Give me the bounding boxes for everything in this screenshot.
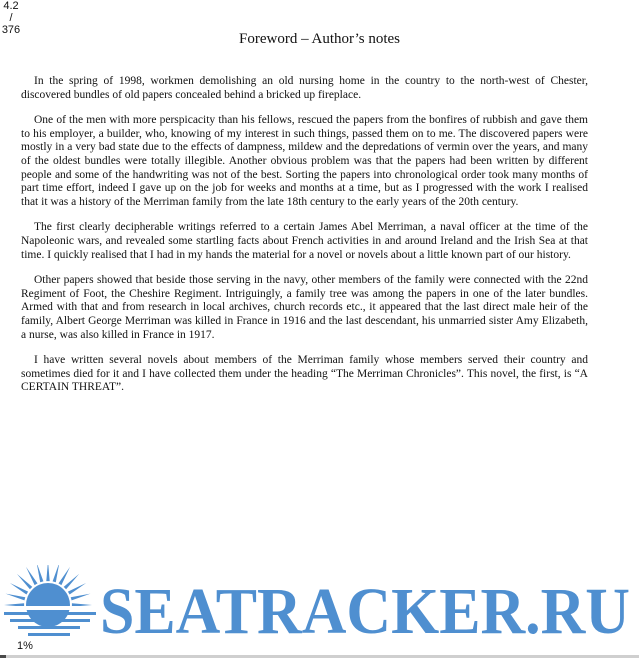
reading-progress-label: 1% [17, 640, 33, 652]
sun-ray [64, 574, 79, 589]
chapter-title: Foreword – Author’s notes [239, 31, 400, 47]
sun-icon [0, 565, 110, 645]
reading-content[interactable] [21, 75, 588, 407]
paragraph-2: One of the men with more perspicacity than his fellows, rescued the papers from the bonfires of rubbish and gave them to his employer, a builder, who, knowing of my interest in such things, passed them on to me. The discovered papers were mostly in a very bad state due to the effects of dampness, mildew and the depredations of vermin over the years, and many of the oldest bundles were totally illegible. Another obvious problem was that the papers had been written by different people and some of the handwriting was not of the best. Sorting the papers into chronological order took many months of part time effort, indeed I gave up on the job for weeks and months at a time, but as I progressed with the work I realised that it was a history of the Merriman family from the late 18th century to the early years of the 20th century. [21, 114, 588, 208]
sun-ray [37, 628, 44, 645]
paragraph-1: In the spring of 1998, workmen demolishing an old nursing home in the country to the north-west of Chester, discovered bundles of old papers concealed behind a bricked up fireplace. [21, 75, 588, 101]
sun-ray [59, 567, 71, 585]
sun-ray [68, 583, 86, 595]
sun-ray [53, 628, 60, 645]
sun-ray [10, 583, 28, 595]
watermark-logo [0, 565, 639, 645]
sun-ray [6, 594, 26, 601]
page-counter-total: 376 [1, 24, 21, 36]
sun-ray [53, 565, 60, 582]
sun-ray [46, 629, 49, 645]
paragraph-4: Other papers showed that beside those serving in the navy, other members of the family were connected with the 22nd Regiment of Foot, the Cheshire Regiment. Intriguingly, a family tree was among the papers in one of the later bundles. Armed with that and from research in local archives, church records etc., it appeared that the last direct male heir of the family, Albert George Merriman was killed in France in 1916 and the last descendant, his unmarried sister Amy Elizabeth, a nurse, was also killed in France in 1917. [21, 274, 588, 341]
sun-ray [46, 565, 49, 581]
watermark-text: SEATRACKER.RU [100, 575, 630, 645]
paragraph-5: I have written several novels about members of the Merriman family whose members served their country and sometimes died for it and I have collected them under the heading “The Merriman Chronicles”. This novel, the first, is “A CERTAIN THREAT”. [21, 354, 588, 394]
page-counter-current: 4.2 [3, 0, 19, 12]
watermark [0, 565, 639, 645]
sun-ray [37, 565, 44, 582]
sun-ray [26, 567, 38, 585]
paragraph-3: The first clearly decipherable writings referred to a certain James Abel Merriman, a naval officer at the time of the Napoleonic wars, and revealed some startling facts about French activities in and around Ireland and the Irish Sea at that time. I quickly realised that I had in my hands the material for a novel or novels about a little known part of our history. [21, 221, 588, 261]
sun-ray [71, 594, 91, 601]
sun-ray [17, 574, 32, 589]
page-counter-separator: / [9, 12, 13, 24]
